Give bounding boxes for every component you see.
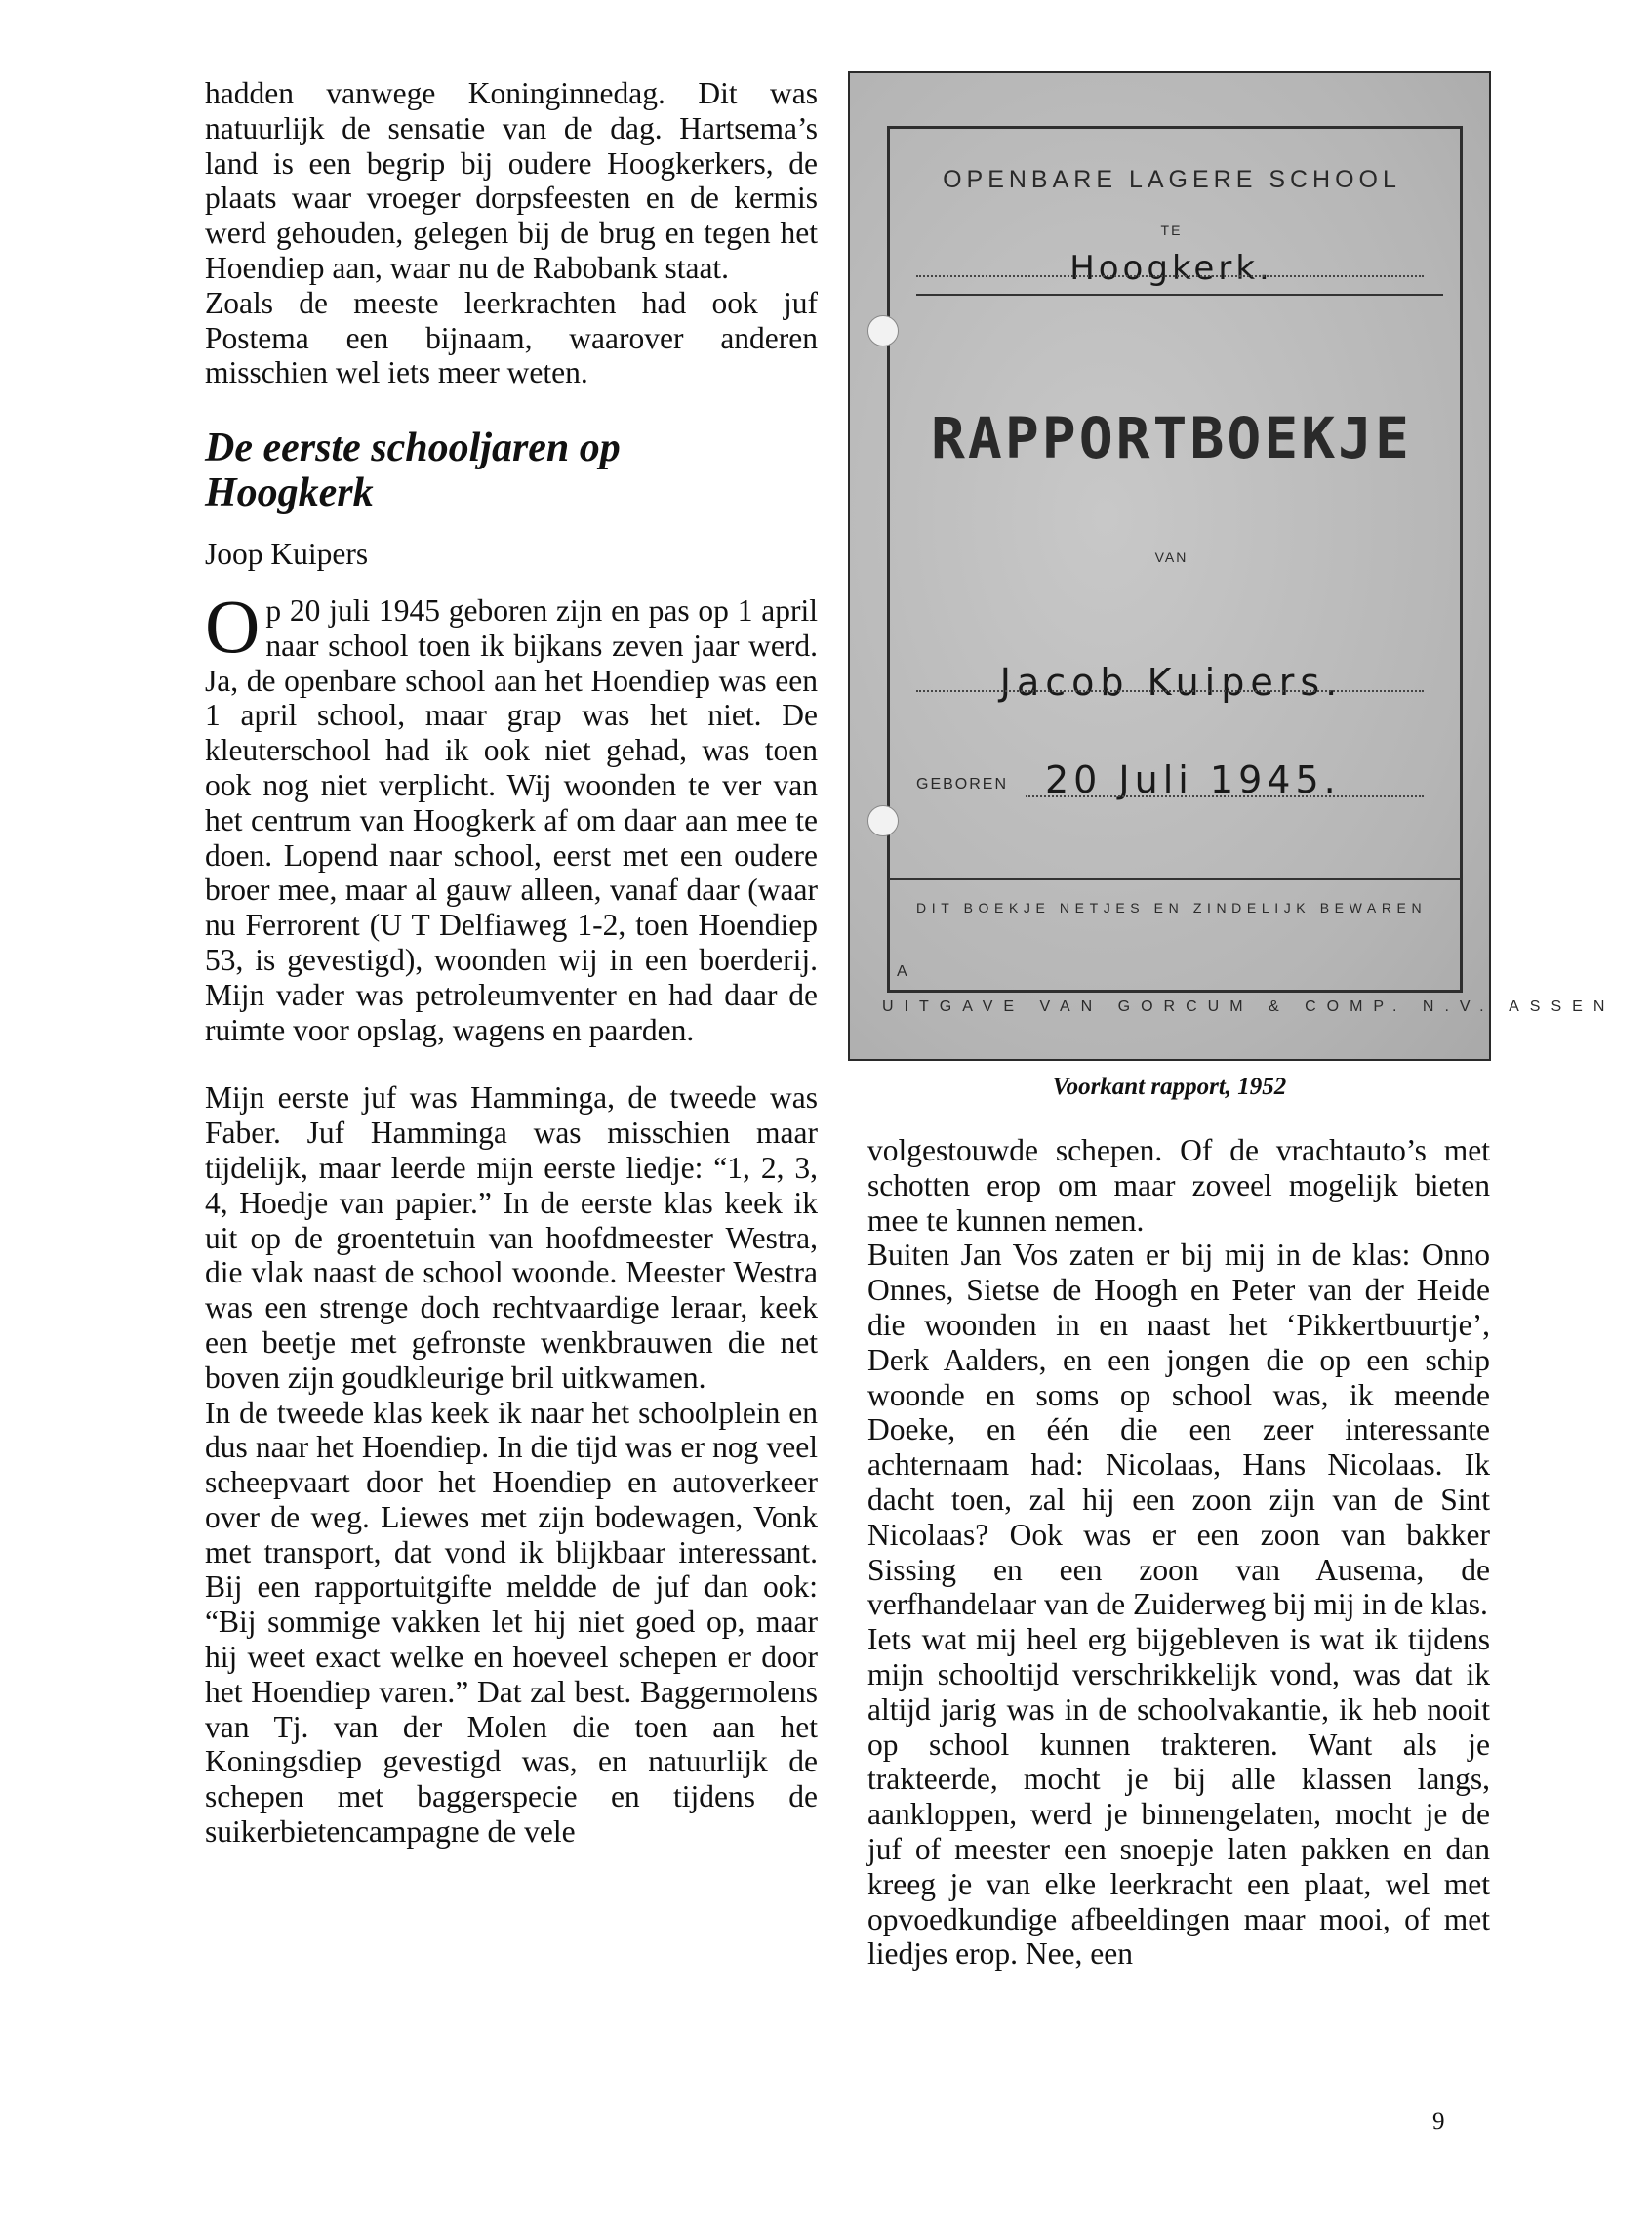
- nickname-paragraph: Zoals de meeste leerkrachten had ook juf Postema een bijnaam, waarover anderen misschien wel iets meer weten.: [205, 285, 818, 390]
- cover-van-label: VAN: [1154, 549, 1189, 565]
- cover-place-dotline: [916, 275, 1424, 277]
- page-number: 9: [1432, 2108, 1445, 2135]
- cover-booklet-title: RAPPORTBOEKJE: [931, 405, 1412, 471]
- cover-born-label: GEBOREN: [916, 776, 1009, 793]
- punch-hole-bottom: [867, 805, 899, 836]
- trucks-paragraph: volgestouwde schepen. Of de vrachtauto’s met schotten erop om maar zoveel mogelijk bieten mee te kunnen nemen.: [867, 1133, 1490, 1238]
- cover-header-rule: [916, 294, 1443, 296]
- drop-cap: O: [205, 583, 261, 669]
- classmates-paragraph: Buiten Jan Vos zaten er bij mij in de klas: Onno Onnes, Sietse de Hoogh en Peter van der Heide die woonden in en naast het ‘Pikkertbuurtje’, Derk Aalders, en een jongen die op een schip woonde en soms op school was, ik meende Doeke, en één die een zeer interessante achternaam had: Nicolaas, Hans Nicolaas. Ik dacht toen, zal hij een zoon zijn van de Sint Nicolaas? Ook was er een zoon van bakker Sissing en een zoon van Ausema, de verfhandelaar van de Zuiderweg bij mij in de klas.: [867, 1238, 1490, 1622]
- paragraph-gap: [205, 1047, 818, 1080]
- cover-te-label: TE: [1160, 223, 1183, 238]
- cover-born-dotline: [1026, 795, 1424, 797]
- opening-paragraph-text: p 20 juli 1945 geboren zijn en pas op 1 april naar school toen ik bijkans zeven jaar werd. Ja, de openbare school aan het Hoendiep was een 1 april school, maar grap was het niet. De kleuterschool had ik ook niet gehad, was toen ook nog niet verplicht. Wij woonden te ver van het centrum van Hoogkerk af om daar aan mee te doen. Lopend naar school, eerst met een oudere broer mee, maar al gauw alleen, vanaf daar (waar nu Ferrorent (U T Delfiaweg 1-2, toen Hoendiep 53, is gevestigd), woonden wij in een boerderij. Mijn vader was petroleumventer en had daar de ruimte voor opslag, wagens en paarden.: [205, 592, 818, 1047]
- opening-paragraph: [205, 583, 818, 1047]
- cover-footer-rule: [889, 878, 1461, 880]
- second-class-paragraph: In de tweede klas keek ik naar het schoolplein en dus naar het Hoendiep. In die tijd was er nog veel scheepvaart door het Hoendiep en autoverkeer over de weg. Liewes met zijn bodewagen, Vonk met transport, dat vond ik blijkbaar interessant. Bij een rapportuitgifte meldde de juf dan ook: “Bij sommige vakken let hij niet goed op, maar hij weet exact welke en hoeveel schepen er door het Hoendiep varen.” Dat zal best. Baggermolens van Tj. van der Molen die toen aan het Koningsdiep gevestigd was, en natuurlijk de schepen met baggerspecie en tijdens de suikerbietencampagne de vele: [205, 1395, 818, 1850]
- intro-paragraph: hadden vanwege Koninginnedag. Dit was natuurlijk de sensatie van de dag. Hartsema’s land is een begrip bij oudere Hoogkerkers, de plaats waar vroeger dorpsfeesten en de kermis werd gehouden, gelegen bij de brug en tegen het Hoendiep aan, waar nu de Rabobank staat.: [205, 76, 818, 285]
- cover-name-dotline: [916, 690, 1424, 692]
- first-teacher-paragraph: Mijn eerste juf was Hamminga, de tweede was Faber. Juf Hamminga was misschien maar tijdelijk, maar leerde mijn eerste liedje: “1, 2, 3, 4, Hoedje van papier.” In de eerste klas keek ik uit op de groentetuin van hoofdmeester Westra, die vlak naast de school woonde. Meester Westra was een strenge doch rechtvaardige leraar, keek een beetje met gefronste wenkbrauwen die net boven zijn goudkleurige bril uitkwamen.: [205, 1080, 818, 1395]
- author-name: Joop Kuipers: [205, 537, 369, 572]
- cover-name-handwritten: Jacob Kuipers.: [999, 661, 1344, 704]
- cover-place-handwritten: Hoogkerk.: [1069, 249, 1273, 288]
- cover-publisher-line: UITGAVE VAN GORCUM & COMP. N.V. ASSEN: [882, 998, 1616, 1015]
- report-booklet-cover-image: [848, 71, 1616, 1061]
- cover-school-header: OPENBARE LAGERE SCHOOL: [943, 166, 1401, 193]
- punch-hole-top: [867, 315, 899, 346]
- cover-keep-instruction: DIT BOEKJE NETJES EN ZINDELIJK BEWAREN: [916, 900, 1428, 916]
- birthday-paragraph: Iets wat mij heel erg bijgebleven is wat ik tijdens mijn schooltijd verschrikkelijk vond, was dat ik altijd jarig was in de schoolvakantie, ik heb nooit op school kunnen trakteren. Want als je trakteerde, mocht je bij alle klassen langs, aankloppen, werd je binnengelaten, mocht je de juf of meester een snoepje laten pakken en dan kreeg je van elke leerkracht een plaat, wel met opvoedkundige afbeeldingen maar mooi, of met liedjes erop. Nee, een: [867, 1622, 1490, 1972]
- section-title: De eerste schooljaren op Hoogkerk: [205, 426, 621, 516]
- cover-letter-mark: A: [897, 963, 907, 980]
- left-column: [205, 76, 818, 1850]
- right-column: [867, 1133, 1490, 1972]
- figure-caption: Voorkant rapport, 1952: [1052, 1074, 1287, 1100]
- cover-born-handwritten: 20 Juli 1945.: [1045, 758, 1341, 801]
